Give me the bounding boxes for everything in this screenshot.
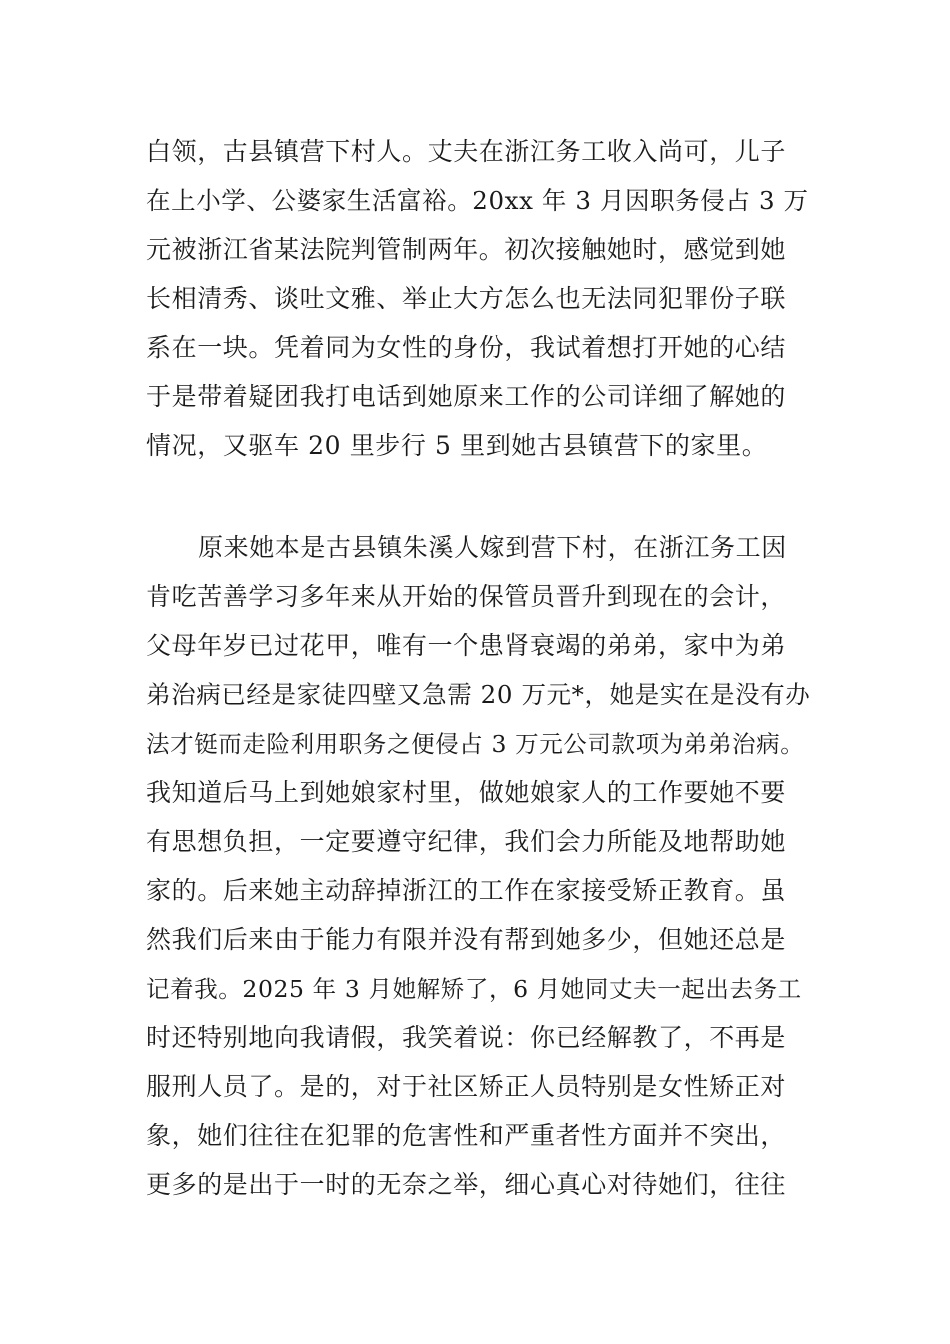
text-line: 长相清秀、谈吐文雅、举止大方怎么也无法同犯罪份子联	[146, 284, 787, 313]
text-line: 我知道后马上到她娘家村里，做她娘家人的工作要她不要	[146, 778, 787, 807]
text-line: 在上小学、公婆家生活富裕。20xx 年 3 月因职务侵占 3 万	[146, 186, 809, 215]
text-line: 服刑人员了。是的，对于社区矫正人员特别是女性矫正对	[146, 1072, 787, 1101]
text-line: 记着我。2025 年 3 月她解矫了，6 月她同丈夫一起出去务工	[146, 975, 802, 1003]
text-line: 更多的是出于一时的无奈之举，细心真心对待她们，往往	[146, 1170, 787, 1199]
text-line: 法才铤而走险利用职务之便侵占 3 万元公司款项为弟弟治病。	[146, 730, 805, 758]
text-line: 系在一块。凭着同为女性的身份，我试着想打开她的心结	[146, 333, 787, 362]
text-line: 象，她们往往在犯罪的危害性和严重者性方面并不突出，	[146, 1121, 787, 1150]
text-line: 情况，又驱车 20 里步行 5 里到她古县镇营下的家里。	[146, 431, 768, 460]
text-line: 然我们后来由于能力有限并没有帮到她多少，但她还总是	[146, 925, 787, 954]
text-line: 弟治病已经是家徒四壁又急需 20 万元*，她是实在是没有办	[146, 680, 811, 709]
text-line: 家的。后来她主动辞掉浙江的工作在家接受矫正教育。虽	[146, 876, 787, 905]
text-line: 元被浙江省某法院判管制两年。初次接触她时，感觉到她	[146, 235, 787, 264]
text-line: 父母年岁已过花甲，唯有一个患肾衰竭的弟弟，家中为弟	[146, 631, 787, 660]
text-line: 有思想负担，一定要遵守纪律，我们会力所能及地帮助她	[146, 827, 787, 856]
text-line: 于是带着疑团我打电话到她原来工作的公司详细了解她的	[146, 382, 787, 411]
text-line: 原来她本是古县镇朱溪人嫁到营下村，在浙江务工因	[198, 533, 787, 562]
text-line: 白领，古县镇营下村人。丈夫在浙江务工收入尚可，儿子	[146, 137, 787, 166]
text-line: 肯吃苦善学习多年来从开始的保管员晋升到现在的会计，	[146, 582, 787, 611]
text-line: 时还特别地向我请假，我笑着说：你已经解教了，不再是	[146, 1023, 787, 1052]
